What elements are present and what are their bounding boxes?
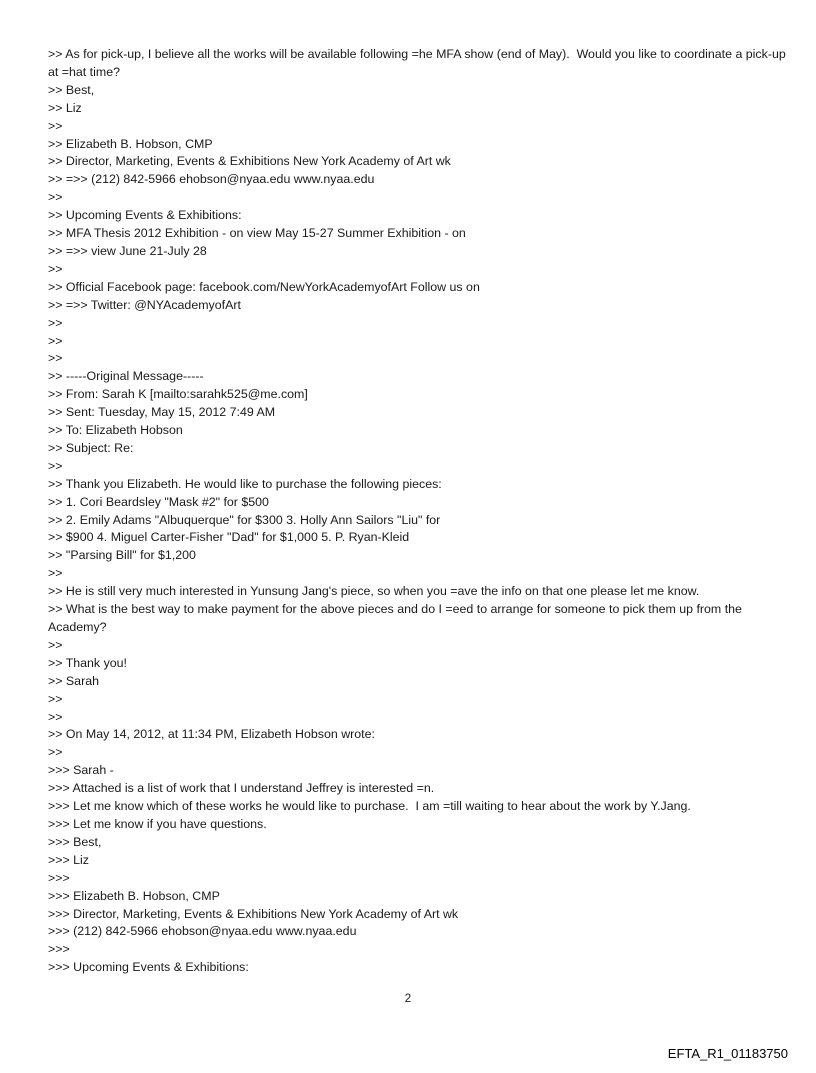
email-body	[48, 46, 788, 977]
email-line: >> On May 14, 2012, at 11:34 PM, Elizabeth Hobson wrote:	[48, 727, 375, 742]
email-line: >>> Sarah -	[48, 763, 114, 778]
email-line: >> He is still very much interested in Yunsung Jang's piece, so when you =ave the info on that one please let me know.	[48, 584, 700, 599]
email-line: >>> Liz	[48, 852, 89, 867]
email-line: >> Upcoming Events & Exhibitions:	[48, 208, 242, 223]
email-line: >>> Upcoming Events & Exhibitions:	[48, 960, 249, 975]
email-line: >>	[48, 745, 63, 760]
email-line: >> To: Elizabeth Hobson	[48, 423, 183, 438]
email-line: >> As for pick-up, I believe all the works will be available following =he MFA show (end of May). Would you like to coordinate a pick-up at =hat time?	[48, 47, 790, 79]
email-line: >> Director, Marketing, Events & Exhibitions New York Academy of Art wk	[48, 154, 451, 169]
email-line: >> =>> Twitter: @NYAcademyofArt	[48, 297, 241, 312]
email-line: >> Elizabeth B. Hobson, CMP	[48, 136, 213, 151]
email-line: >> $900 4. Miguel Carter-Fisher "Dad" for $1,000 5. P. Ryan-Kleid	[48, 530, 410, 545]
email-line: >> From: Sarah K [mailto:sarahk525@me.com]	[48, 387, 308, 402]
email-line: >>> Elizabeth B. Hobson, CMP	[48, 888, 220, 903]
email-line: >>>	[48, 942, 70, 957]
email-line: >> MFA Thesis 2012 Exhibition - on view May 15-27 Summer Exhibition - on	[48, 226, 466, 241]
email-line: >>	[48, 566, 63, 581]
email-line: >>	[48, 333, 63, 348]
email-line: >>	[48, 458, 63, 473]
email-line: >>	[48, 351, 63, 366]
email-line: >>> (212) 842-5966 ehobson@nyaa.edu www.nyaa.edu	[48, 924, 357, 939]
email-line: >> Sarah	[48, 673, 99, 688]
email-line: >>	[48, 190, 63, 205]
email-line: >> "Parsing Bill" for $1,200	[48, 548, 196, 563]
email-line: >> Thank you Elizabeth. He would like to purchase the following pieces:	[48, 476, 442, 491]
email-line: >>> Let me know which of these works he would like to purchase. I am =till waiting to hear about the work by Y.Jang.	[48, 799, 691, 814]
email-line: >> -----Original Message-----	[48, 369, 204, 384]
page-number: 2	[404, 993, 412, 1005]
email-line: >> Official Facebook page: facebook.com/NewYorkAcademyofArt Follow us on	[48, 279, 480, 294]
email-line: >>> Attached is a list of work that I understand Jeffrey is interested =n.	[48, 781, 435, 796]
email-line: >>> Let me know if you have questions.	[48, 816, 267, 831]
email-line: >> What is the best way to make payment for the above pieces and do I =eed to arrange for someone to pick them up from the Academy?	[48, 602, 745, 634]
email-line: >>	[48, 637, 63, 652]
email-line: >> Subject: Re:	[48, 440, 134, 455]
email-line: >>	[48, 118, 63, 133]
email-line: >> =>> view June 21-July 28	[48, 243, 207, 258]
email-line: >>	[48, 261, 63, 276]
email-line: >>>	[48, 870, 70, 885]
email-line: >>> Best,	[48, 834, 102, 849]
email-line: >> Sent: Tuesday, May 15, 2012 7:49 AM	[48, 405, 276, 420]
email-line: >>	[48, 315, 63, 330]
email-line: >> Liz	[48, 100, 82, 115]
email-line: >>> Director, Marketing, Events & Exhibitions New York Academy of Art wk	[48, 906, 459, 921]
document-id: EFTA_R1_01183750	[667, 1046, 788, 1061]
email-line: >> 1. Cori Beardsley "Mask #2" for $500	[48, 494, 269, 509]
email-line: >>	[48, 709, 63, 724]
email-line: >> 2. Emily Adams "Albuquerque" for $300 3. Holly Ann Sailors "Liu" for	[48, 512, 441, 527]
email-line: >> =>> (212) 842-5966 ehobson@nyaa.edu www.nyaa.edu	[48, 172, 375, 187]
email-line: >> Thank you!	[48, 655, 127, 670]
email-line: >>	[48, 691, 63, 706]
email-line: >> Best,	[48, 82, 95, 97]
